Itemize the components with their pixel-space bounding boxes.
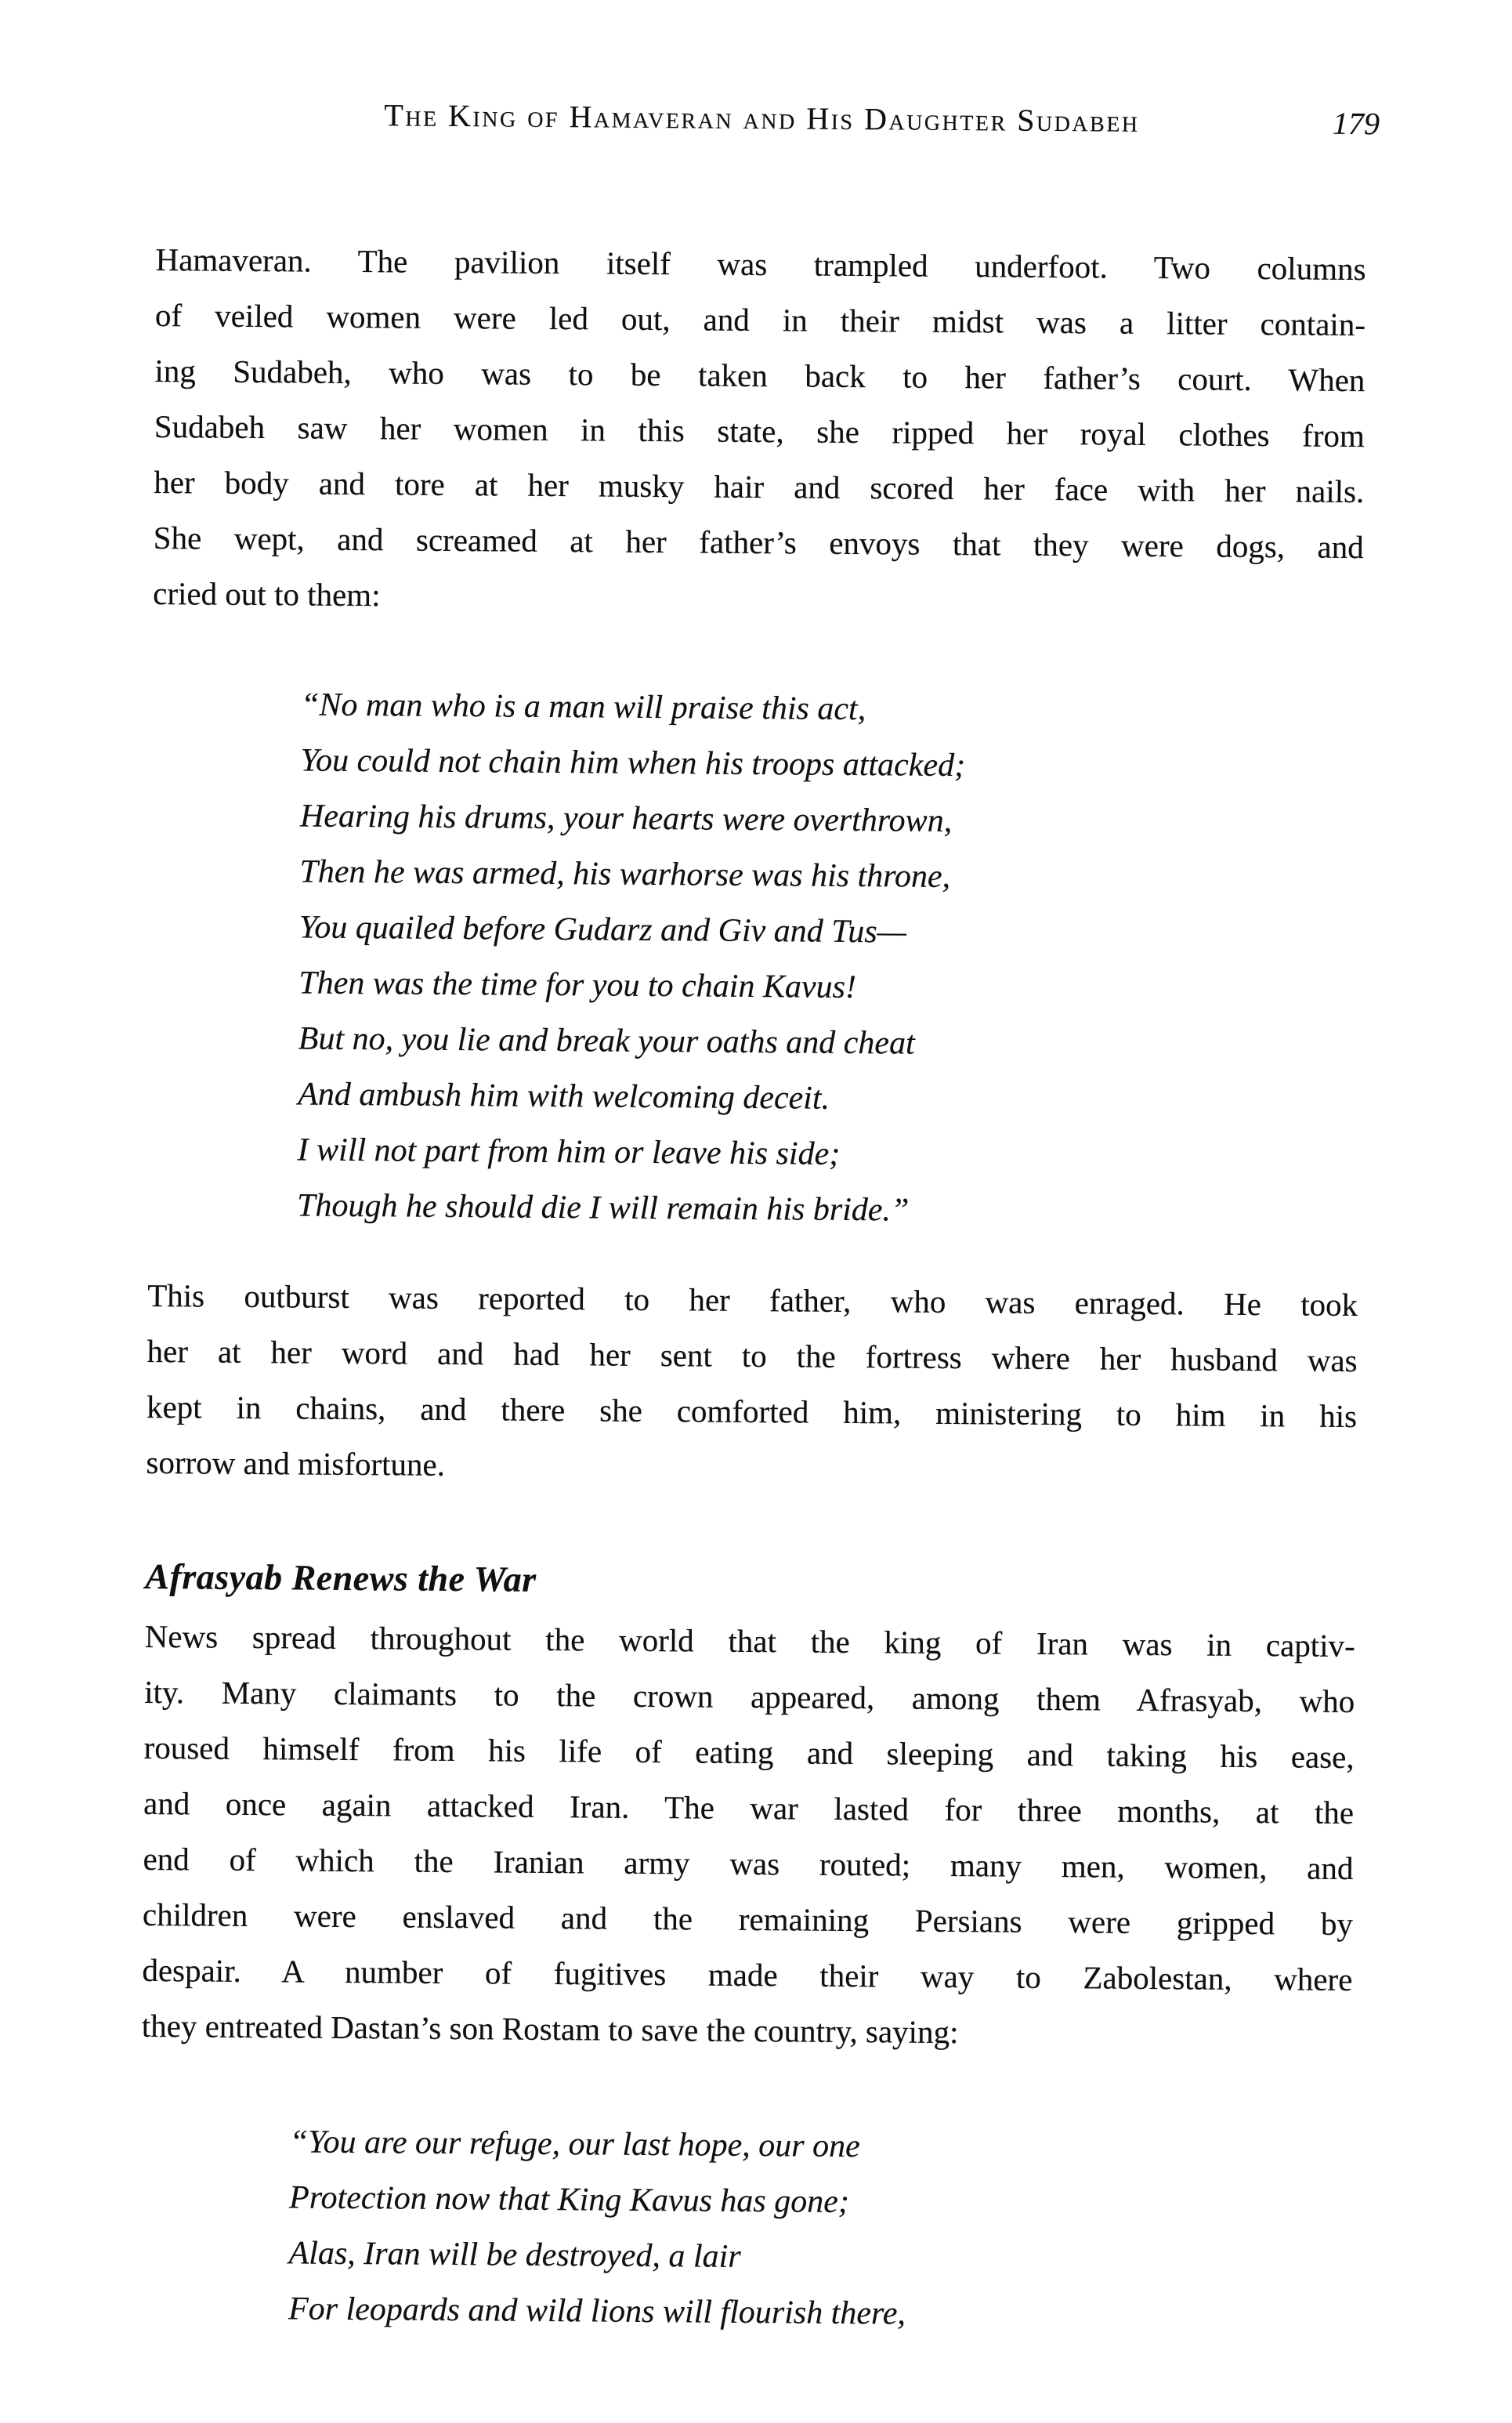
text-line: they entreated Dastan’s son Rostam to save the country, saying: xyxy=(141,2007,959,2051)
text-line: News spread throughout the world that the king of Iran was in captiv- xyxy=(144,1617,1355,1664)
text-line: sorrow and misfortune. xyxy=(146,1443,446,1483)
chapter-title: The King of Hamaveran and His Daughter Sudabeh xyxy=(384,97,1140,139)
text-line: This outburst was reported to her father, who was enraged. He took xyxy=(147,1277,1358,1324)
text-line: “You are our refuge, our last hope, our one xyxy=(289,2124,860,2165)
paragraph-afrasyab xyxy=(142,1609,1355,2063)
text-line: Alas, Iran will be destroyed, a lair xyxy=(288,2235,741,2275)
text-line: Hamaveran. The pavilion itself was trampled underfoot. Two columns xyxy=(155,241,1366,288)
text-line: Sudabeh saw her women in this state, she ripped her royal clothes from xyxy=(154,407,1366,455)
verse-block-sudabeh-speech xyxy=(297,677,1363,1242)
paragraph-outburst xyxy=(146,1268,1358,1500)
text-line: her at her word and had her sent to the fortress where her husband was xyxy=(146,1332,1358,1379)
text-line: end of which the Iranian army was routed; many men, women, and xyxy=(143,1840,1354,1887)
text-line: Hearing his drums, your hearts were overthrown, xyxy=(299,798,953,839)
text-line: ity. Many claimants to the crown appeared, among them Afrasyab, who xyxy=(144,1673,1355,1720)
text-line: For leopards and wild lions will flourish there, xyxy=(288,2291,906,2332)
paragraph-continuation xyxy=(153,232,1366,631)
text-line: children were enslaved and the remaining Persians were gripped by xyxy=(142,1896,1354,1943)
text-line: She wept, and screamed at her father’s envoys that they were dogs, and xyxy=(153,519,1364,566)
text-line: her body and tore at her musky hair and scored her face with her nails. xyxy=(154,463,1365,510)
text-line: kept in chains, and there she comforted him, ministering to him in his xyxy=(146,1388,1358,1435)
text-line: I will not part from him or leave his side; xyxy=(297,1132,841,1172)
verse-block-fugitives-plea xyxy=(288,2114,1351,2345)
text-line: of veiled women were led out, and in their midst was a litter contain- xyxy=(154,296,1366,343)
text-line: You quailed before Gudarz and Giv and Tus— xyxy=(298,909,907,951)
text-line: “No man who is a man will praise this act, xyxy=(300,686,866,728)
text-line: Protection now that King Kavus has gone; xyxy=(288,2179,850,2221)
page-content xyxy=(139,0,1380,2345)
section-heading: Afrasyab Renews the War xyxy=(145,1556,537,1599)
text-line: ing Sudabeh, who was to be taken back to her father’s court. When xyxy=(154,352,1366,399)
page-number: 179 xyxy=(1332,105,1380,142)
text-line: But no, you lie and break your oaths and cheat xyxy=(298,1020,915,1062)
text-line: You could not chain him when his troops attacked; xyxy=(300,742,966,784)
text-line: Then was the time for you to chain Kavus! xyxy=(298,965,857,1006)
running-header xyxy=(157,92,1380,144)
text-line: Then he was armed, his warhorse was his throne, xyxy=(299,853,951,895)
text-line: And ambush him with welcoming deceit. xyxy=(298,1076,830,1117)
text-line: cried out to them: xyxy=(153,574,381,614)
text-line: despair. A number of fugitives made their way to Zabolestan, where xyxy=(142,1951,1353,1998)
text-line: and once again attacked Iran. The war lasted for three months, at the xyxy=(143,1784,1355,1831)
text-line: roused himself from his life of eating and sleeping and taking his ease, xyxy=(143,1729,1355,1776)
text-line: Though he should die I will remain his bride.” xyxy=(296,1187,910,1229)
